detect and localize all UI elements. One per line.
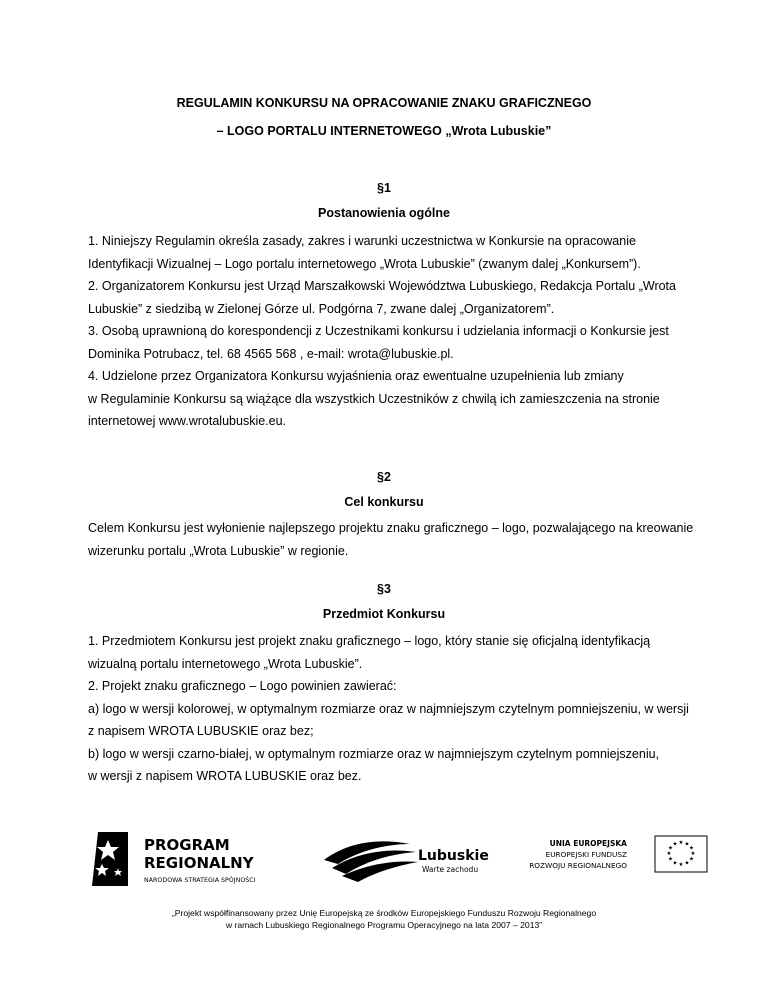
- eu-logo-line-3: ROZWOJU REGIONALNEGO: [529, 861, 627, 870]
- section-1-body: [88, 230, 708, 433]
- document-title-line-2: – LOGO PORTALU INTERNETOWEGO „Wrota Lubuskie”: [216, 124, 552, 138]
- svg-text:★: ★: [689, 856, 694, 863]
- paragraph-line: 1. Przedmiotem Konkursu jest projekt znaku graficznego – logo, który stanie się oficjalną identyfikacją: [88, 634, 651, 648]
- program-logo-line-2: REGIONALNY: [144, 854, 254, 872]
- svg-text:★: ★: [668, 845, 673, 852]
- footer-logos: [88, 830, 708, 888]
- lubuskie-logo-tagline: Warte zachodu: [422, 865, 479, 874]
- section-3-number: §3: [377, 582, 391, 596]
- svg-text:★: ★: [666, 851, 672, 857]
- section-2-heading: Cel konkursu: [344, 495, 424, 509]
- paragraph-line: 3. Osobą uprawnioną do korespondencji z Uczestnikami konkursu i udzielania informacji o Konkursie jest: [88, 324, 669, 338]
- paragraph-line: w Regulaminie Konkursu są wiążące dla wszystkich Uczestników z chwilą ich zamieszczenia na stronie: [88, 391, 660, 406]
- paragraph-line: z napisem WROTA LUBUSKIE oraz bez;: [88, 724, 314, 738]
- paragraph-line: b) logo w wersji czarno-białej, w optymalnym rozmiarze oraz w najmniejszym czytelnym pomniejszeniu,: [88, 746, 660, 761]
- section-1-number: §1: [377, 181, 391, 195]
- section-3-heading: Przedmiot Konkursu: [322, 607, 446, 621]
- paragraph-line: Lubuskie” z siedzibą w Zielonej Górze ul. Podgórna 7, zwane dalej „Organizatorem”.: [88, 301, 555, 316]
- eu-logo: [529, 836, 707, 872]
- svg-text:★: ★: [672, 841, 678, 848]
- svg-text:★: ★: [689, 845, 694, 852]
- paragraph-line: 1. Niniejszy Regulamin określa zasady, zakres i warunki uczestnictwa w Konkursie na opracowanie: [88, 234, 636, 248]
- eu-logo-line-1: UNIA EUROPEJSKA: [549, 839, 627, 848]
- paragraph-line: 4. Udzielone przez Organizatora Konkursu wyjaśnienia oraz ewentualne uzupełnienia lub zmiany: [88, 369, 624, 383]
- svg-text:★: ★: [690, 851, 696, 857]
- svg-text:★: ★: [668, 856, 673, 863]
- svg-text:★: ★: [678, 840, 684, 846]
- section-2-body: [88, 517, 708, 562]
- section-1-heading: Postanowienia ogólne: [318, 206, 450, 220]
- program-logo-line-3: NARODOWA STRATEGIA SPÓJNOŚCI: [144, 877, 256, 884]
- footer-cofinancing-line-2: w ramach Lubuskiego Regionalnego Programu Operacyjnego na lata 2007 – 2013”: [225, 920, 543, 930]
- eu-flag-icon: [655, 836, 707, 872]
- paragraph-line: Dominika Potrubacz, tel. 68 4565 568 , e-mail: wrota@lubuskie.pl.: [88, 346, 454, 361]
- paragraph-line: Celem Konkursu jest wyłonienie najlepszego projektu znaku graficznego – logo, pozwalającego na kreowanie: [88, 521, 694, 535]
- svg-text:★: ★: [678, 862, 684, 868]
- paragraph-line: w wersji z napisem WROTA LUBUSKIE oraz bez.: [88, 769, 362, 783]
- svg-text:★: ★: [684, 841, 690, 848]
- paragraph-line: wizualną portalu internetowego „Wrota Lubuskie”.: [88, 656, 363, 671]
- program-regionalny-emblem-icon: [92, 832, 128, 886]
- svg-text:★: ★: [672, 860, 678, 867]
- paragraph-line: 2. Projekt znaku graficznego – Logo powinien zawierać:: [88, 679, 397, 693]
- eu-logo-line-2: EUROPEJSKI FUNDUSZ: [545, 850, 627, 859]
- lubuskie-swoosh-icon: [324, 841, 418, 882]
- lubuskie-logo-name: Lubuskie: [418, 848, 489, 864]
- footer-logos-svg: [88, 830, 708, 888]
- document-title-line-1: REGULAMIN KONKURSU NA OPRACOWANIE ZNAKU GRAFICZNEGO: [176, 96, 592, 110]
- lubuskie-logo: [324, 841, 489, 882]
- paragraph-line: a) logo w wersji kolorowej, w optymalnym rozmiarze oraz w najmniejszym czytelnym pomniejszeniu, w wersji: [88, 701, 689, 716]
- paragraph-line: 2. Organizatorem Konkursu jest Urząd Marszałkowski Województwa Lubuskiego, Redakcja Portalu „Wrota: [88, 279, 676, 293]
- paragraph-line: wizerunku portalu „Wrota Lubuskie” w regionie.: [88, 543, 349, 558]
- footer-cofinancing-line-1: „Projekt współfinansowany przez Unię Europejską ze środków Europejskiego Funduszu Rozwoju Regionalnego: [171, 908, 597, 918]
- section-2-number: §2: [377, 470, 391, 484]
- program-regionalny-logo: [92, 832, 256, 886]
- svg-text:★: ★: [684, 860, 690, 867]
- section-3-body: [88, 630, 708, 788]
- paragraph-line: Identyfikacji Wizualnej – Logo portalu internetowego „Wrota Lubuskie” (zwanym dalej „Konkursem”).: [88, 256, 641, 271]
- program-logo-line-1: PROGRAM: [144, 836, 230, 854]
- paragraph-line: internetowej www.wrotalubuskie.eu.: [88, 414, 287, 428]
